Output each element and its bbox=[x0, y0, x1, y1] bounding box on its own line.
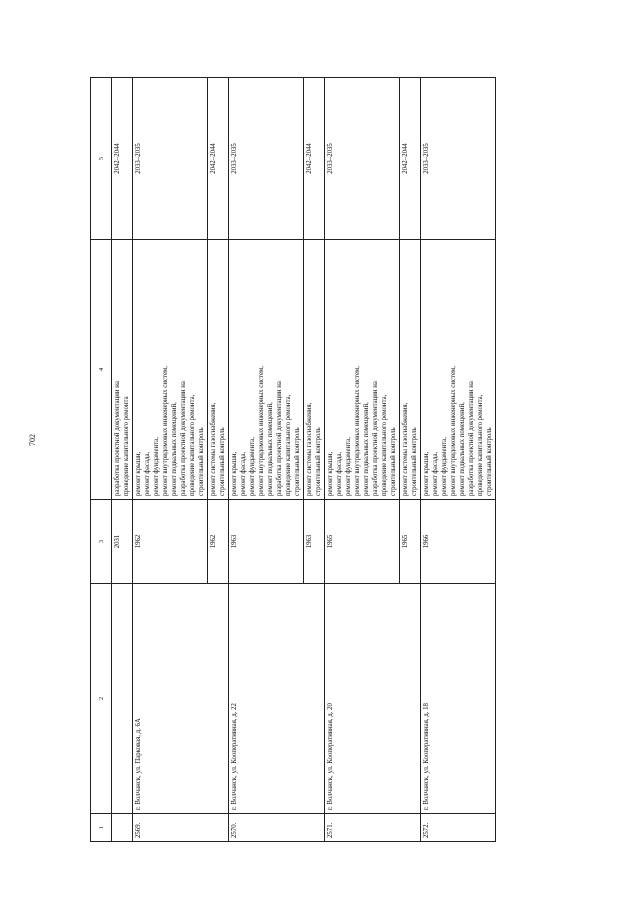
work-line: строительный контроль bbox=[411, 427, 418, 496]
work-line: ремонт подвальных помещений, bbox=[171, 402, 178, 496]
period-cell: 2042–2044 bbox=[208, 78, 229, 240]
address-cell: г. Волчанск, ул. Кооперативная, д. 18 bbox=[421, 584, 496, 814]
work-line: ремонт системы газоснабжения, bbox=[306, 402, 313, 496]
work-line: ремонт внутридомовых инженерных систем, bbox=[162, 366, 169, 496]
row-number: 2571. bbox=[325, 814, 421, 842]
work-line: ремонт подвальных помещений, bbox=[363, 402, 370, 496]
work-line: ремонт фундамента, bbox=[441, 437, 448, 496]
work-line: ремонт системы газоснабжения, bbox=[210, 402, 217, 496]
work-line: ремонт подвальных помещений, bbox=[459, 402, 466, 496]
work-line: ремонт фасада, bbox=[240, 451, 247, 496]
page-number: 702 bbox=[28, 434, 37, 446]
work-line: ремонт фасада, bbox=[144, 451, 151, 496]
works-cell bbox=[304, 240, 325, 500]
row-number: 2569. bbox=[133, 814, 229, 842]
works-cell bbox=[400, 240, 421, 500]
year-cell: 1966 bbox=[421, 500, 496, 584]
work-line: ремонт крыши, bbox=[135, 451, 142, 496]
period-cell: 2042–2044 bbox=[400, 78, 421, 240]
work-line: ремонт крыши, bbox=[423, 451, 430, 496]
work-line: разработка проектной документации на bbox=[276, 381, 283, 496]
year-cell: 1965 bbox=[325, 500, 400, 584]
rotated-table-wrapper bbox=[90, 78, 602, 842]
address-cell: г. Волчанск, ул. Парковая, д. 6А bbox=[133, 584, 229, 814]
table-row bbox=[325, 78, 400, 842]
work-line: ремонт фундамента, bbox=[153, 437, 160, 496]
work-line: разработка проектной документации на bbox=[372, 381, 379, 496]
works-cell bbox=[208, 240, 229, 500]
period-cell: 2042–2044 bbox=[112, 78, 133, 240]
work-line: ремонт фасада, bbox=[336, 451, 343, 496]
address-cell: г. Волчанск, ул. Кооперативная, д. 20 bbox=[325, 584, 421, 814]
works-cell bbox=[133, 240, 208, 500]
column-number-3: 3 bbox=[91, 500, 112, 584]
works-cell bbox=[421, 240, 496, 500]
works-cell bbox=[112, 240, 133, 500]
period-cell: 2033–2035 bbox=[133, 78, 208, 240]
work-line: проведение капитального ремонта, bbox=[285, 394, 292, 496]
work-line: ремонт подвальных помещений, bbox=[267, 402, 274, 496]
work-line: ремонт фасада, bbox=[432, 451, 439, 496]
works-cell bbox=[229, 240, 304, 500]
work-line: строительный контроль bbox=[198, 427, 205, 496]
works-cell bbox=[325, 240, 400, 500]
table-row bbox=[229, 78, 304, 842]
column-number-4: 4 bbox=[91, 240, 112, 500]
work-line: ремонт фундамента, bbox=[345, 437, 352, 496]
work-line: проведение капитального ремонта bbox=[123, 396, 130, 496]
year-cell: 1965 bbox=[400, 500, 421, 584]
num-cell bbox=[112, 814, 133, 842]
year-cell: 1962 bbox=[133, 500, 208, 584]
column-number-row bbox=[91, 78, 112, 842]
row-number: 2572. bbox=[421, 814, 496, 842]
capital-repair-table bbox=[90, 77, 496, 842]
work-line: строительный контроль bbox=[486, 427, 493, 496]
work-line: ремонт системы газоснабжения, bbox=[402, 402, 409, 496]
period-cell: 2042–2044 bbox=[304, 78, 325, 240]
work-line: разработка проектной документации на bbox=[114, 381, 121, 496]
period-cell: 2033–2035 bbox=[421, 78, 496, 240]
work-line: разработка проектной документации на bbox=[180, 381, 187, 496]
column-number-1: 1 bbox=[91, 814, 112, 842]
work-line: ремонт крыши, bbox=[327, 451, 334, 496]
work-line: строительный контроль bbox=[294, 427, 301, 496]
work-line: проведение капитального ремонта, bbox=[477, 394, 484, 496]
column-number-2: 2 bbox=[91, 584, 112, 814]
continuation-row bbox=[112, 78, 133, 842]
work-line: строительный контроль bbox=[315, 427, 322, 496]
work-line: ремонт внутридомовых инженерных систем, bbox=[258, 366, 265, 496]
table-row bbox=[133, 78, 208, 842]
column-number-5: 5 bbox=[91, 78, 112, 240]
work-line: строительный контроль bbox=[219, 427, 226, 496]
year-cell: 1963 bbox=[229, 500, 304, 584]
work-line: ремонт внутридомовых инженерных систем, bbox=[354, 366, 361, 496]
period-cell: 2033–2035 bbox=[325, 78, 400, 240]
year-cell: 1963 bbox=[304, 500, 325, 584]
table-row bbox=[421, 78, 496, 842]
year-cell: 1962 bbox=[208, 500, 229, 584]
work-line: проведение капитального ремонта, bbox=[381, 394, 388, 496]
work-line: ремонт крыши, bbox=[231, 451, 238, 496]
address-cell: г. Волчанск, ул. Кооперативная, д. 22 bbox=[229, 584, 325, 814]
row-number: 2570. bbox=[229, 814, 325, 842]
work-line: разработка проектной документации на bbox=[468, 381, 475, 496]
address-cell bbox=[112, 584, 133, 814]
work-line: ремонт фундамента, bbox=[249, 437, 256, 496]
period-cell: 2033–2035 bbox=[229, 78, 304, 240]
work-line: проведение капитального ремонта, bbox=[189, 394, 196, 496]
work-line: ремонт внутридомовых инженерных систем, bbox=[450, 366, 457, 496]
year-cell: 2031 bbox=[112, 500, 133, 584]
work-line: строительный контроль bbox=[390, 427, 397, 496]
